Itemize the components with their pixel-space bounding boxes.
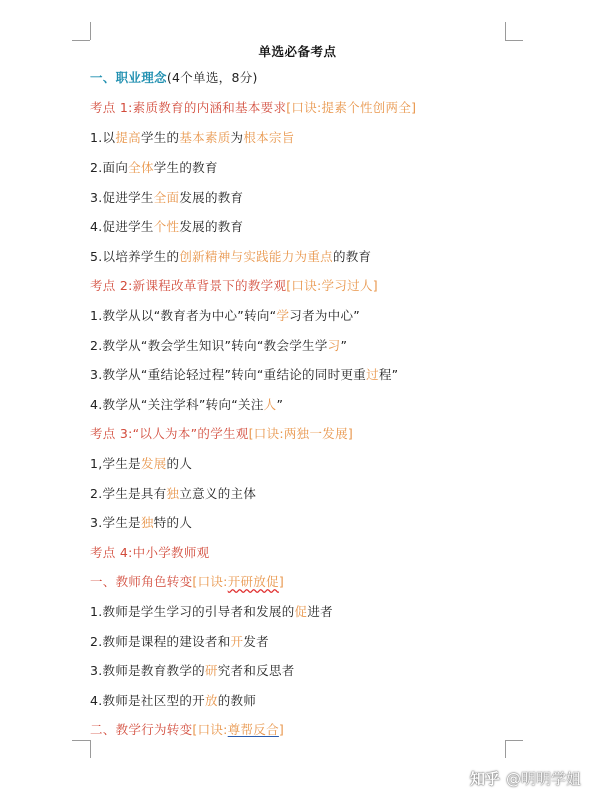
mnemonic: [口诀:提素个性创两全] xyxy=(286,100,417,115)
item-text: 的教师 xyxy=(217,693,257,708)
list-item xyxy=(90,663,295,679)
item-text: 学生的 xyxy=(140,130,180,145)
keyword: 人 xyxy=(263,397,277,412)
crop-mark-top-right-h xyxy=(505,40,523,41)
mnemonic-key: 尊帮反合 xyxy=(227,722,279,737)
item-text: 1.教学从以“教育者为中心”转向“ xyxy=(90,308,277,323)
item-text: 2.教学从“教会学生知识”转向“教会学生学 xyxy=(90,338,328,353)
list-item xyxy=(90,160,218,176)
item-text: 立意义的主体 xyxy=(179,486,257,501)
section-note: (4个单选，8分) xyxy=(166,70,258,85)
keyword: 习 xyxy=(327,338,341,353)
item-text: 特的人 xyxy=(153,515,193,530)
keyword: 发展 xyxy=(140,456,167,471)
document-title: 单选必备考点 xyxy=(258,44,337,59)
at-sign: @ xyxy=(505,770,521,788)
item-text: 5.以培养学生的 xyxy=(90,249,180,264)
item-text: 2.学生是具有 xyxy=(90,486,167,501)
item-text: 3.教学从“重结论轻过程”转向“重结论的同时更重 xyxy=(90,367,367,382)
crop-mark-top-left-h xyxy=(72,40,90,41)
section-prefix: 一、 xyxy=(90,70,116,85)
list-item xyxy=(90,338,347,354)
keyword: 研 xyxy=(204,663,218,678)
mnemonic-open: [口诀: xyxy=(192,574,228,589)
mnemonic: [口诀:学习过人] xyxy=(286,278,378,293)
item-text: ” xyxy=(276,397,284,412)
item-text: 3.促进学生 xyxy=(90,190,154,205)
item-text: 3.学生是 xyxy=(90,515,141,530)
list-item xyxy=(90,515,192,531)
item-text: 4.教学从“关注学科”转向“关注 xyxy=(90,397,264,412)
mnemonic-close: ] xyxy=(278,574,285,589)
author-name: 明明学姐 xyxy=(520,770,581,788)
keyword: 个性 xyxy=(153,219,180,234)
point-heading-text: 考点 3:“以人为本”的学生观 xyxy=(90,426,249,441)
subheading-teaching-behavior xyxy=(90,722,284,738)
list-item xyxy=(90,486,256,502)
keyword: 全面 xyxy=(153,190,180,205)
item-text: 2.教师是课程的建设者和 xyxy=(90,634,231,649)
mnemonic-key: 开研放促 xyxy=(227,574,279,589)
author-handle xyxy=(506,768,581,789)
item-text: 1,学生是 xyxy=(90,456,141,471)
keyword: 放 xyxy=(204,693,218,708)
list-item xyxy=(90,308,360,324)
zhihu-logo: 知乎 xyxy=(469,770,500,788)
mnemonic: [口诀:两独一发展] xyxy=(248,426,354,441)
section-heading-career-philosophy xyxy=(90,70,258,86)
item-text: 4.促进学生 xyxy=(90,219,154,234)
crop-mark-top-left-v xyxy=(90,22,91,40)
point-heading-text: 考点 1:素质教育的内涵和基本要求 xyxy=(90,100,287,115)
item-text: 学生的教育 xyxy=(153,160,218,175)
crop-mark-top-right-v xyxy=(505,22,506,40)
item-text: 发展的教育 xyxy=(179,219,244,234)
zhihu-watermark xyxy=(470,768,581,789)
list-item xyxy=(90,456,192,472)
item-text: 程” xyxy=(378,367,399,382)
list-item xyxy=(90,397,283,413)
point-heading-1 xyxy=(90,100,416,116)
list-item xyxy=(90,634,269,650)
point-heading-2 xyxy=(90,278,378,294)
keyword: 根本宗旨 xyxy=(243,130,295,145)
subheading-teacher-role xyxy=(90,574,284,590)
subheading-text: 一、教师角色转变 xyxy=(90,574,193,589)
item-text: 3.教师是教育教学的 xyxy=(90,663,205,678)
list-item xyxy=(90,130,295,146)
crop-mark-bottom-left-v xyxy=(90,740,91,758)
point-heading-4 xyxy=(90,545,209,561)
item-text: 发展的教育 xyxy=(179,190,244,205)
item-text: 4.教师是社区型的开 xyxy=(90,693,205,708)
point-heading-text: 考点 2:新课程改革背景下的教学观 xyxy=(90,278,287,293)
keyword: 全体 xyxy=(128,160,154,175)
point-heading-text: 考点 4:中小学教师观 xyxy=(90,545,210,560)
item-text: 究者和反思者 xyxy=(217,663,295,678)
item-text: 1.教师是学生学习的引导者和发展的 xyxy=(90,604,295,619)
point-heading-3 xyxy=(90,426,353,442)
section-name: 职业理念 xyxy=(115,70,167,85)
keyword: 独 xyxy=(166,486,180,501)
keyword: 独 xyxy=(140,515,154,530)
item-text: 1.以 xyxy=(90,130,116,145)
crop-mark-bottom-right-h xyxy=(505,740,523,741)
keyword: 过 xyxy=(366,367,379,382)
item-text: 为 xyxy=(230,130,244,145)
keyword: 促 xyxy=(294,604,308,619)
list-item xyxy=(90,367,398,383)
crop-mark-bottom-left-h xyxy=(72,740,90,741)
keyword: 创新精神与实践能力为重点 xyxy=(179,249,333,264)
mnemonic-close: ] xyxy=(278,722,285,737)
item-text: 习者为中心” xyxy=(289,308,361,323)
keyword: 基本素质 xyxy=(179,130,231,145)
crop-mark-bottom-right-v xyxy=(505,740,506,758)
item-text: 进者 xyxy=(307,604,333,619)
list-item xyxy=(90,249,371,265)
item-text: 2.面向 xyxy=(90,160,129,175)
mnemonic-open: [口诀: xyxy=(192,722,228,737)
keyword: 开 xyxy=(230,634,244,649)
item-text: 发者 xyxy=(243,634,269,649)
list-item xyxy=(90,190,243,206)
item-text: 的教育 xyxy=(332,249,372,264)
list-item xyxy=(90,219,243,235)
item-text: ” xyxy=(340,338,348,353)
keyword: 提高 xyxy=(115,130,141,145)
list-item xyxy=(90,604,333,620)
item-text: 的人 xyxy=(166,456,193,471)
subheading-text: 二、教学行为转变 xyxy=(90,722,193,737)
list-item xyxy=(90,693,256,709)
keyword: 学 xyxy=(276,308,290,323)
